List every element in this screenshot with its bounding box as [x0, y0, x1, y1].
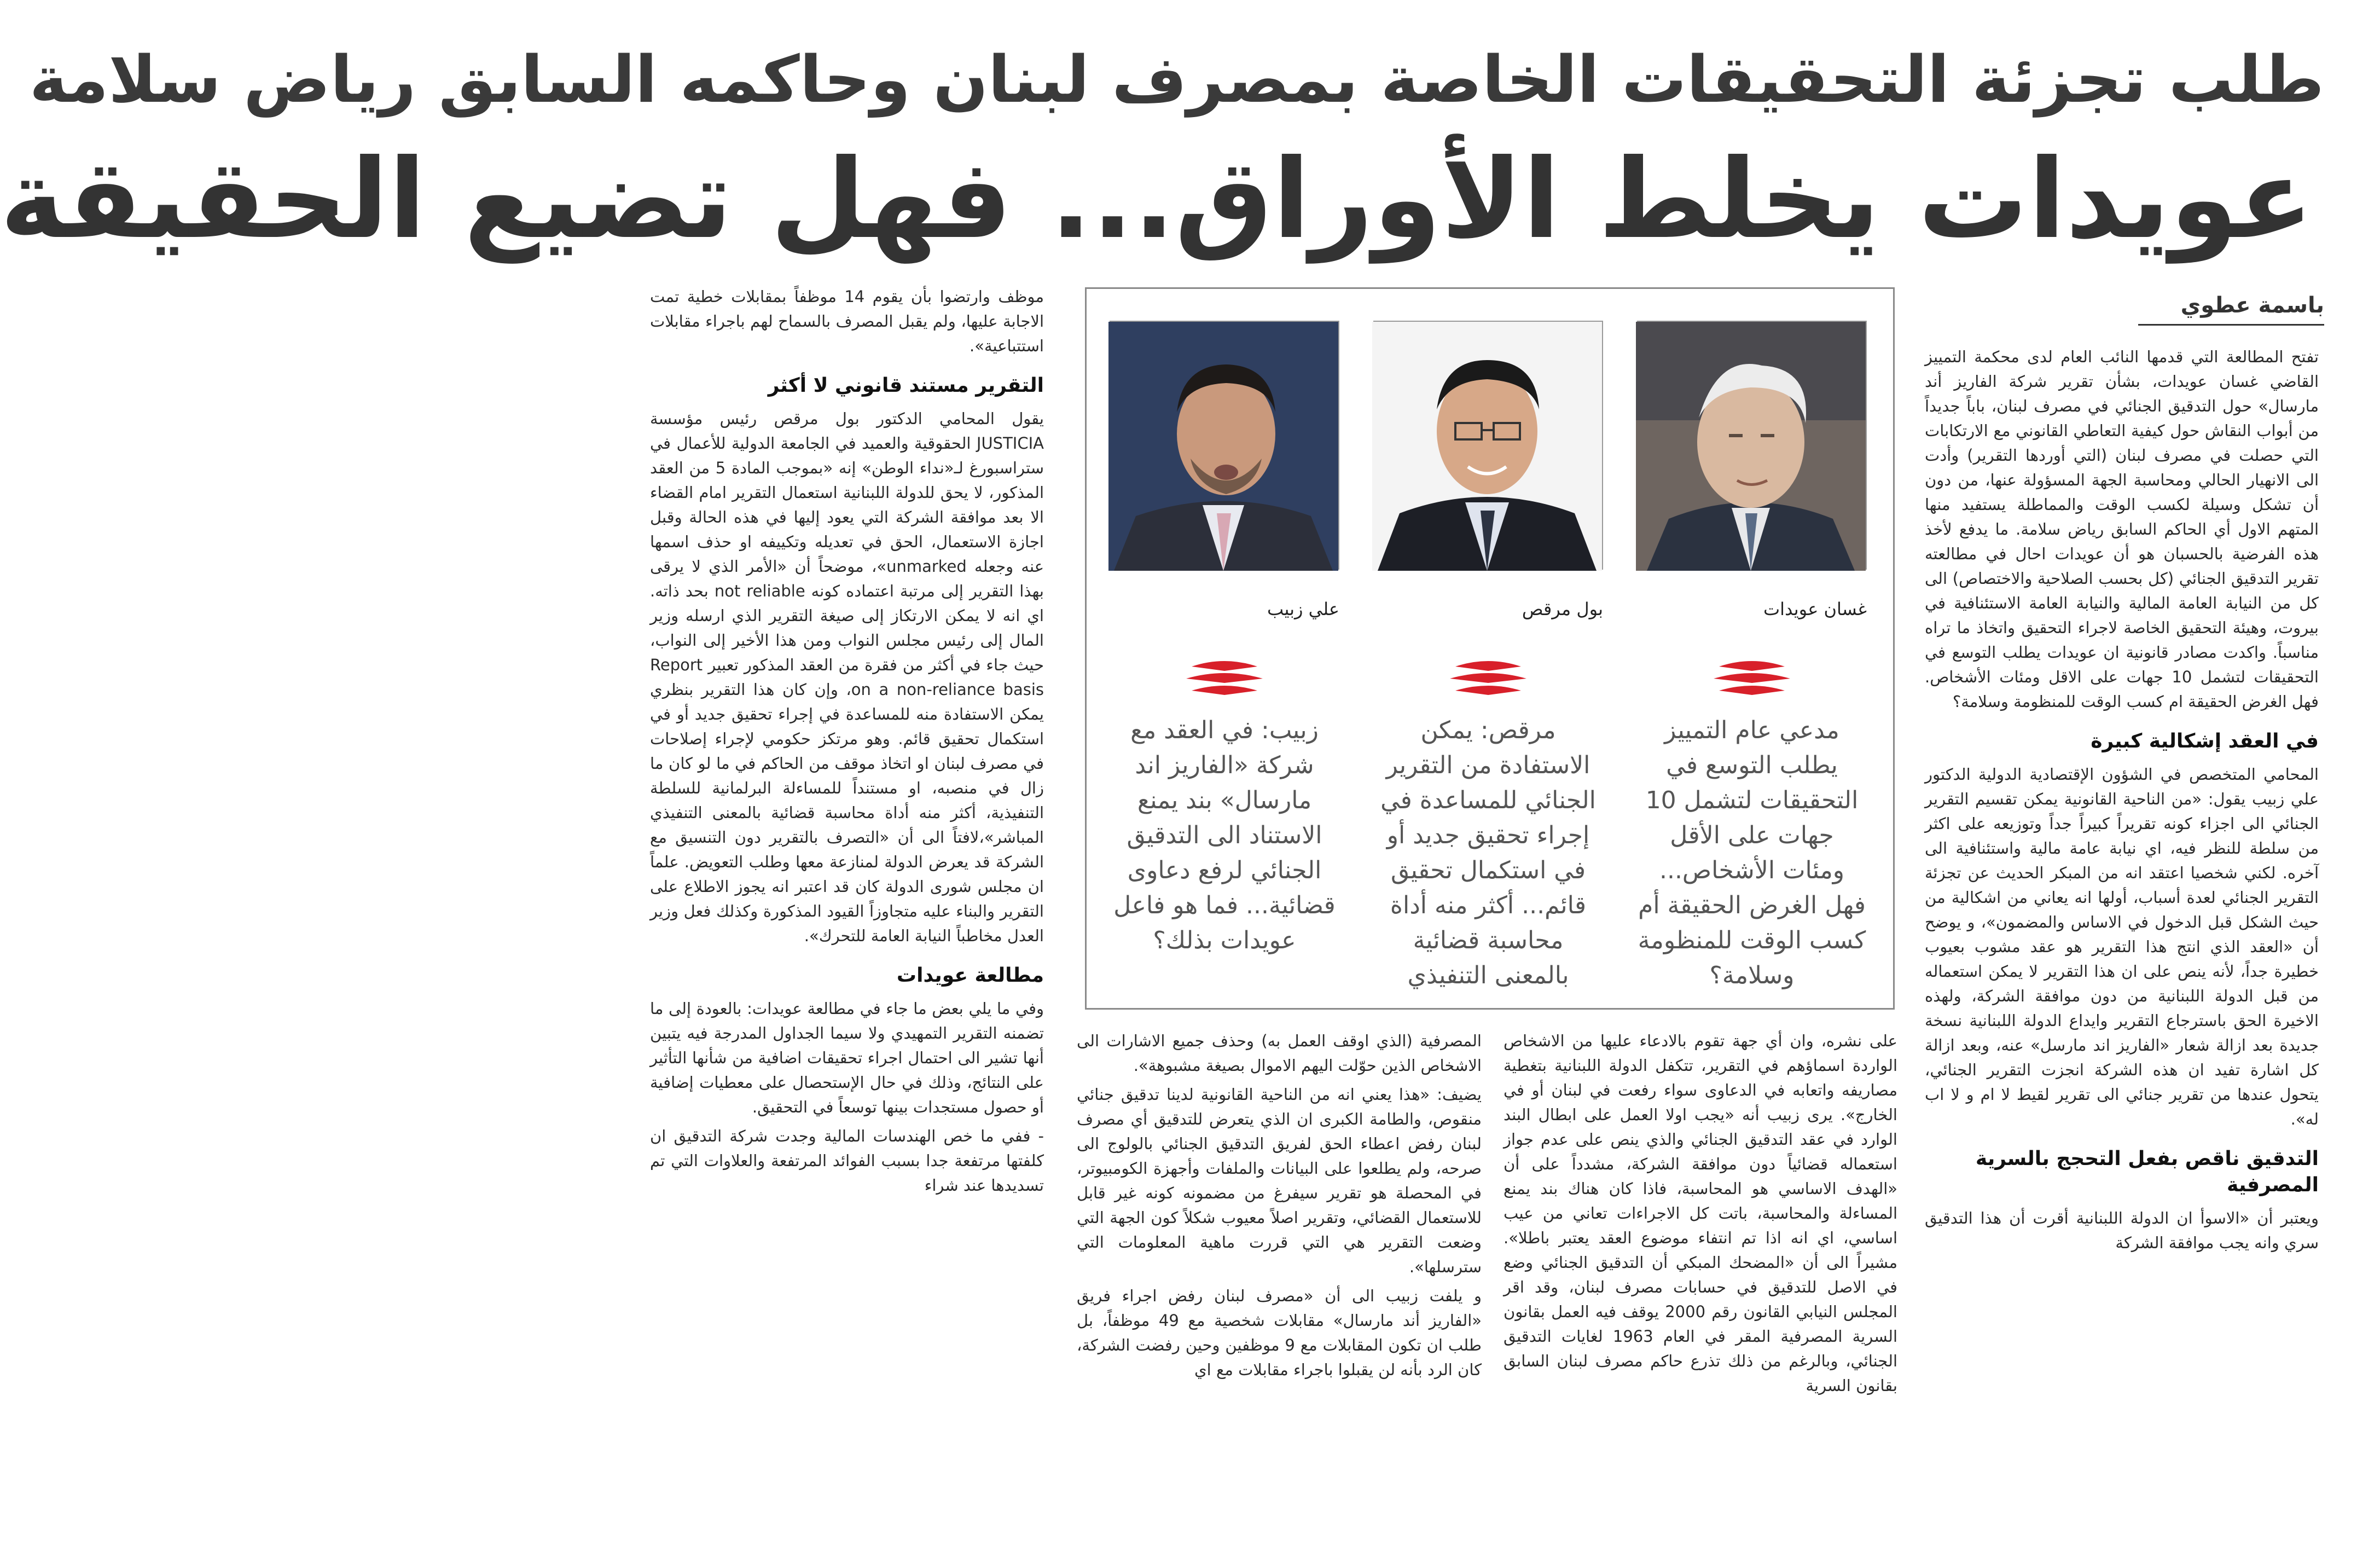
- paragraph: يقول المحامي الدكتور بول مرقص رئيس مؤسسة JUSTICIA الحقوقية والعميد في الجامعة الدولية للأعمال في ستراسبورغ لـ«نداء الوطن» إنه «بموجب المادة 5 من العقد المذكور، لا يحق للدولة اللبنانية استعمال التقرير امام القضاء الا بعد موافقة الشركة التي يعود إليها في هذه الحالة وقبل اجازة الاستعمال، الحق في تعديله وتكييفه او حذف اسمها عنه وجعله unmarked»، موضحاً أن «الأمر الذي لا يرقى بهذا التقرير إلى مرتبة اعتماده كونه not reliable بحد ذاته. اي انه لا يمكن الارتكاز إلى صيغة التقرير الذي ارسله وزير المال إلى رئيس مجلس النواب ومن هذا الأخير إلى النواب، حيث جاء في أكثر من فقرة من العقد المذكور تعبير Report on a non-reliance basis، وإن كان هذا التقرير بنظري يمكن الاستفادة منه للمساعدة في إجراء تحقيق جديد أو في استكمال تحقيق قائم. وهو مرتكز حكومي لإجراء إصلاحات في مصرف لبنان او اتخاذ موقف من الحاكم في ما لو كان ما زال في منصبه، او مستنداً للمساءلة البرلمانية للسلطة التنفيذية، أكثر منه أداة محاسبة قضائية بالمعنى التنفيذي المباشر»،لافتاً الى أن «التصرف بالتقرير دون التنسيق مع الشركة قد يعرض الدولة لمنازعة معها وطلب التعويض. علماً ان مجلس شورى الدولة كان قد اعتبر انه يجوز الاطلاع على التقرير والبناء عليه متجاوزاً القيود المذكورة وكذلك فعل وزير العدل مخاطباً النيابة العامة للتحرك».: [650, 409, 1044, 945]
- article-column-mid-left: [1077, 1029, 1482, 1538]
- paragraph: موظف وارتضوا بأن يقوم 14 موظفاً بمقابلات خطية تمت الاجابة عليها، ولم يقبل المصرف بالسماح لهم باجراء مقابلات استتباعية».: [650, 287, 1044, 355]
- pull-quote: مدعي عام التمييز يطلب التوسع في التحقيقات لتشمل 10 جهات على الأقل ومئات الأشخاص... فهل الغرض الحقيقة أم كسب الوقت للمنظومة وسلامة؟: [1638, 716, 1866, 989]
- paragraph: المصرفية (الذي اوقف العمل به) وحذف جميع الاشارات الى الاشخاص الذين حوّلت اليهم الاموال بصيغة مشبوهة».: [1077, 1032, 1482, 1075]
- paragraph: ويعتبر أن «الاسوأ ان الدولة اللبنانية أقرت أن هذا التدقيق سري وانه يجب موافقة الشركة: [1925, 1209, 2319, 1252]
- photo-caption: بول مرقص: [1522, 599, 1603, 619]
- paragraph: يضيف: «هذا يعني انه من الناحية القانونية لدينا تدقيق جنائي منقوص، والطامة الكبرى ان الذي يتعرض للتدقيق أي مصرف لبنان رفض اعطاء الحق لفريق التدقيق الجنائي بالولوج الى صرحه، ولم يطلعوا على البيانات والملفات وأجهزة الكومبيوتر، في المحصلة هو تقرير سيفرغ من مضمونه كونه غير قابل للاستعمال القضائي، وتقرير اصلاً معيوب شكلاً كون الجهة التي وضعت التقرير هي التي قررت ماهية المعلومات التي سترسلها».: [1077, 1085, 1482, 1276]
- paragraph: و يلفت زبيب الى أن «مصرف لبنان رفض اجراء فريق «الفاريز أند مارسال» مقابلات شخصية مع 49 موظفاً، بل طلب ان تكون المقابلات مع 9 موظفين وحين رفضت الشركة، كان الرد بأنه لن يقبلوا باجراء مقابلات مع اي: [1077, 1287, 1482, 1379]
- paragraph: المحامي المتخصص في الشؤون الإقتصادية الدولية الدكتور علي زبيب يقول: «من الناحية القانونية يمكن تقسيم التقرير الجنائي الى اجزاء كونه تقريراً كبيراً جداً وتوزيعه على اكثر من سلطة للنظر فيه، اي نيابة عامة مالية واستئنافية الى آخره. لكني شخصيا اعتقد انه من المبكر الحديث عن تجزئة التقرير الجنائي لعدة أسباب، أولها انه يعاني من اشكالية من حيث الشكل قبل الدخول في الاساس والمضمون»، و يوضح أن «العقد الذي انتج هذا التقرير هو عقد مشوب بعيوب خطيرة جداً، لأنه ينص على ان هذا التقرير لا يمكن استعماله من قبل الدولة اللبنانية من دون موافقة الشركة، ولهذه الاخيرة الحق باسترجاع التقرير وايداع الدولة اللبنانية نسخة جديدة بعد ازالة شعار «الفاريز اند مارسل» عنه، وبعد ازالة كل اشارة تفيد ان هذه الشركة انجزت التقرير الجنائي، يتحول عندها من تقرير جنائي الى تقرير لقيط لا ام و لا اب له».: [1925, 765, 2319, 1128]
- byline: باسمة عطوي: [2138, 287, 2324, 326]
- main-headline: عويدات يخلط الأوراق... فهل تضيع الحقيقة: [0, 136, 2313, 263]
- subheading: مطالعة عويدات: [896, 964, 1044, 987]
- portrait-photo-owaidat: [1637, 321, 1867, 570]
- pull-quote: مرقص: يمكن الاستفادة من التقرير الجنائي للمساعدة في إجراء تحقيق جديد أو في استكمال تحقيق قائم... أكثر منه أداة محاسبة قضائية بالمعنى التنفيذي: [1380, 716, 1596, 989]
- article-column-right: [1925, 345, 2319, 1538]
- photo-caption: غسان عويدات: [1763, 599, 1867, 619]
- photo-panel: [1085, 287, 1895, 1010]
- cedar-flag-icon: [1444, 656, 1532, 699]
- pull-quote: زبيب: في العقد مع شركة «الفاريز اند مارسال» بند يمنع الاستناد الى التدقيق الجنائي لرفع دعاوى قضائية... فما هو فاعل عويدات بذلك؟: [1113, 716, 1336, 954]
- portrait-photo-markos: [1373, 321, 1603, 570]
- subheading: التدقيق ناقص بفعل التحجج بالسرية المصرفية: [1975, 1148, 2319, 1196]
- paragraph: على نشره، وان أي جهة تقوم بالادعاء عليها من الاشخاص الواردة اسماؤهم في التقرير، تتكفل الدولة اللبنانية بتغطية مصاريفه واتعابه في الدعاوى سواء رفعت في لبنان أو في الخارج». يرى زبيب أنه «يجب اولا العمل على ابطال البند الوارد في عقد التدقيق الجنائي والذي ينص على عدم جواز استعماله قضائياً دون موافقة الشركة، مشدداً على أن «الهدف الاساسي هو المحاسبة، فاذا كان هناك بند يمنع المساءلة والمحاسبة، باتت كل الاجراءات تعاني من عيب اساسي، اي انه اذا تم انتفاء موضوع العقد يعتبر باطلا». مشيراً الى أن «المضحك المبكي أن التدقيق الجنائي وضع في الاصل للتدقيق في حسابات مصرف لبنان، وقد اقر المجلس النيابي القانون رقم 2000 يوقف فيه العمل بقانون السرية المصرفية المقر في العام 1963 لغايات التدقيق الجنائي، وبالرغم من ذلك تذرع حاكم مصرف لبنان السابق بقانون السرية: [1504, 1032, 1898, 1395]
- cedar-flag-icon: [1708, 656, 1796, 699]
- paragraph: وفي ما يلي بعض ما جاء في مطالعة عويدات: بالعودة إلى ما تضمنه التقرير التمهيدي ولا سيما الجداول المدرجة فيه يتبين أنها تشير الى احتمال اجراء تحقيقات اضافية من شأنها التأثير على النتائج، وذلك في حال الإستحصال على معطيات إضافية أو حصول مستجدات بينها توسعاً في التحقيق.: [650, 999, 1044, 1116]
- paragraph: - ففي ما خص الهندسات المالية وجدت شركة التدقيق ان كلفتها مرتفعة جدا بسبب الفوائد المرتفعة والعلاوات التي تم تسديدها عند شراء: [650, 1127, 1044, 1195]
- kicker-headline: طلب تجزئة التحقيقات الخاصة بمصرف لبنان وحاكمه السابق رياض سلامة: [29, 42, 2324, 117]
- cedar-flag-icon: [1181, 656, 1268, 699]
- photo-caption: علي زبيب: [1267, 599, 1339, 619]
- paragraph: تفتح المطالعة التي قدمها النائب العام لدى محكمة التمييز القاضي غسان عويدات، بشأن تقرير شركة الفاريز أند مارسال» حول التدقيق الجنائي في مصرف لبنان، باباً جديداً من أبواب النقاش حول كيفية التعاطي القانوني مع الارتكابات التي حصلت في مصرف لبنان (التي أوردها التقرير) وأدت الى الانهيار الحالي ومحاسبة الجهة المسؤولة عنها، من دون أن تشكل وسيلة لكسب الوقت والمماطلة يستفيد منها المتهم الاول أي الحاكم السابق رياض سلامة. ما يدفع لأخذ هذه الفرضية بالحسبان هو أن عويدات احال في مطالعته تقرير التدقيق الجنائي (كل بحسب الصلاحية والاختصاص) الى كل من النيابة العامة المالية والنيابة العامة الاستئنافية في بيروت، وهيئة التحقيق الخاصة لاجراء التحقيق واتخاذ ما تراه مناسباً. واكدت مصادر قانونية ان عويدات يطلب التوسع في التحقيقات لتشمل 10 جهات على الاقل ومئات الأشخاص. فهل الغرض الحقيقة ام كسب الوقت للمنظومة وسلامة؟: [1925, 347, 2319, 711]
- portrait-photo-zbib: [1110, 321, 1339, 570]
- subheading: في العقد إشكالية كبيرة: [2091, 730, 2319, 752]
- article-column-left: [650, 285, 1044, 1538]
- article-column-mid-right: [1504, 1029, 1897, 1538]
- subheading: التقرير مستند قانوني لا أكثر: [768, 374, 1044, 397]
